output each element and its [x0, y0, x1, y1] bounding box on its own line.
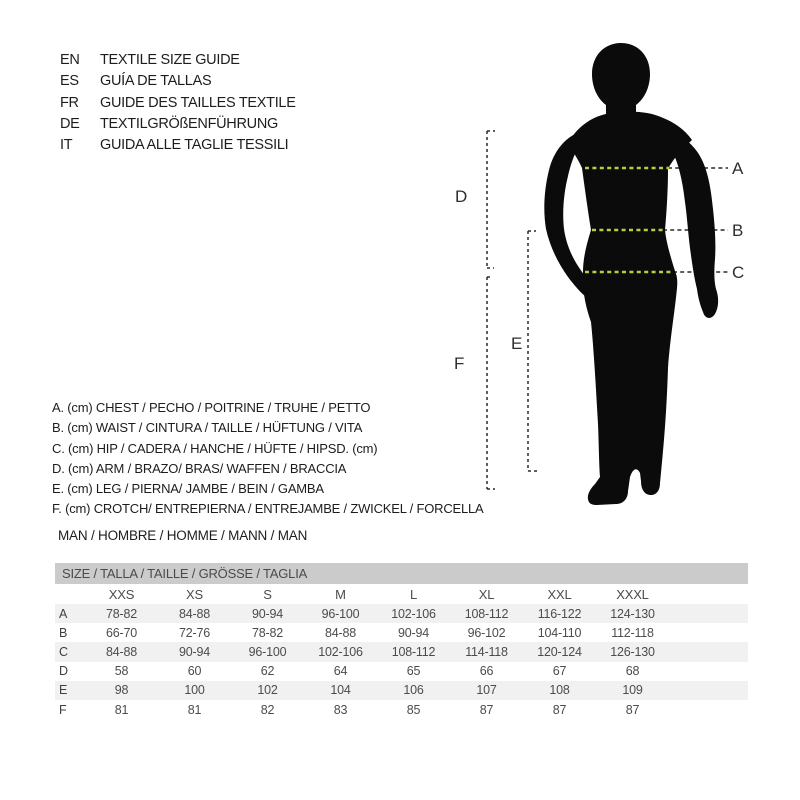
- size-value-cell: 87: [552, 702, 567, 717]
- size-value-cell: 114-118: [465, 644, 508, 659]
- size-value-cell: 104-110: [537, 625, 582, 640]
- marker-label-waist: B: [732, 221, 744, 240]
- legend-item-hip: C. (cm) HIP / CADERA / HANCHE / HÜFTE / HIPSD. (cm): [52, 440, 378, 456]
- size-value-cell: 112-118: [611, 625, 654, 640]
- size-value-cell: 78-82: [106, 606, 137, 621]
- size-value-cell: 81: [187, 702, 202, 717]
- size-value-cell: 66: [479, 664, 494, 679]
- col-header-s: S: [263, 586, 272, 602]
- size-value-cell: 87: [479, 702, 494, 717]
- marker-label-leg: E: [511, 334, 523, 353]
- legend-item-arm: D. (cm) ARM / BRAZO/ BRAS/ WAFFEN / BRACCIA: [52, 460, 347, 476]
- row-label: B: [59, 625, 68, 640]
- row-label: C: [59, 644, 68, 659]
- size-value-cell: 90-94: [252, 606, 283, 621]
- row-label: E: [59, 683, 68, 698]
- filler-cell: [669, 623, 748, 642]
- table-title-row: [55, 563, 748, 584]
- size-value-cell: 108-112: [464, 606, 509, 621]
- filler-cell: [669, 700, 748, 719]
- size-value-cell: 60: [187, 664, 202, 679]
- marker-label-crotch: F: [454, 354, 465, 373]
- title-de: TEXTILGRÖßENFÜHRUNG: [100, 115, 278, 132]
- size-value-cell: 67: [552, 664, 567, 679]
- size-value-cell: 96-100: [248, 644, 287, 659]
- table-row: [55, 623, 748, 642]
- marker-label-hip: C: [732, 263, 745, 282]
- size-value-cell: 90-94: [398, 625, 429, 640]
- table-row: [55, 662, 748, 681]
- lang-code: EN: [60, 52, 80, 68]
- table-row: [55, 642, 748, 661]
- col-header-xxxl: XXXL: [616, 586, 649, 602]
- col-header-xs: XS: [186, 586, 203, 602]
- table-row: [55, 604, 748, 623]
- size-value-cell: 104: [330, 683, 351, 698]
- size-value-cell: 65: [406, 664, 421, 679]
- size-value-cell: 124-130: [610, 606, 655, 621]
- size-value-cell: 83: [333, 702, 348, 717]
- corner-cell: [55, 584, 85, 604]
- row-label: A: [59, 606, 68, 621]
- size-value-cell: 116-122: [537, 606, 582, 621]
- title-fr: GUIDE DES TAILLES TEXTILE: [100, 94, 296, 111]
- size-value-cell: 84-88: [325, 625, 356, 640]
- row-label: D: [59, 664, 68, 679]
- size-value-cell: 90-94: [179, 644, 210, 659]
- filler-cell: [669, 662, 748, 681]
- row-label: F: [59, 702, 67, 717]
- size-value-cell: 96-102: [467, 625, 506, 640]
- title-es: GUÍA DE TALLAS: [100, 73, 212, 90]
- size-value-cell: 126-130: [610, 644, 655, 659]
- col-header-xxl: XXL: [547, 586, 572, 602]
- size-table-body: [55, 604, 748, 719]
- size-value-cell: 84-88: [106, 644, 137, 659]
- size-value-cell: 81: [114, 702, 129, 717]
- size-value-cell: 66-70: [106, 625, 137, 640]
- size-table-container: [55, 563, 748, 719]
- size-value-cell: 64: [333, 664, 348, 679]
- title-en: TEXTILE SIZE GUIDE: [100, 52, 240, 68]
- table-row: [55, 681, 748, 700]
- body-measurement-diagram: [440, 20, 800, 520]
- vertical-measure-lines: [487, 131, 537, 489]
- size-header-row: [55, 584, 748, 604]
- filler-cell: [669, 642, 748, 661]
- legend-item-leg: E. (cm) LEG / PIERNA/ JAMBE / BEIN / GAMBA: [52, 481, 324, 497]
- filler-cell: [669, 604, 748, 623]
- size-value-cell: 72-76: [179, 625, 210, 640]
- size-value-cell: 82: [260, 702, 275, 717]
- marker-label-arm: D: [455, 187, 468, 206]
- size-value-cell: 85: [406, 702, 421, 717]
- col-header-l: L: [409, 586, 418, 602]
- legend-item-waist: B. (cm) WAIST / CINTURA / TAILLE / HÜFTUNG / VITA: [52, 420, 363, 436]
- size-value-cell: 108-112: [391, 644, 436, 659]
- marker-label-chest: A: [732, 159, 744, 178]
- size-value-cell: 102-106: [391, 606, 436, 621]
- filler-cell: [669, 681, 748, 700]
- col-header-m: M: [335, 586, 346, 602]
- size-value-cell: 87: [625, 702, 640, 717]
- lang-code: FR: [60, 94, 79, 111]
- size-value-cell: 102-106: [318, 644, 363, 659]
- legend-item-crotch: F. (cm) CROTCH/ ENTREPIERNA / ENTREJAMBE / ZWICKEL / FORCELLA: [52, 501, 484, 517]
- title-it: GUIDA ALLE TAGLIE TESSILI: [100, 137, 289, 154]
- size-value-cell: 98: [114, 683, 129, 698]
- size-value-cell: 78-82: [252, 625, 283, 640]
- size-value-cell: 107: [476, 683, 497, 698]
- gender-label: MAN / HOMBRE / HOMME / MANN / MAN: [58, 528, 308, 543]
- size-table: [55, 563, 748, 719]
- size-value-cell: 109: [622, 683, 643, 698]
- table-title: SIZE / TALLA / TAILLE / GRÖSSE / TAGLIA: [55, 563, 748, 584]
- filler-cell: [669, 584, 748, 604]
- size-value-cell: 84-88: [179, 606, 210, 621]
- legend-item-chest: A. (cm) CHEST / PECHO / POITRINE / TRUHE / PETTO: [52, 400, 371, 415]
- size-value-cell: 58: [114, 664, 129, 679]
- size-value-cell: 68: [625, 664, 640, 679]
- size-value-cell: 120-124: [537, 644, 582, 659]
- size-value-cell: 96-100: [321, 606, 360, 621]
- measurement-legend: [52, 398, 484, 520]
- col-header-xl: XL: [478, 586, 495, 602]
- lang-code: IT: [60, 137, 73, 154]
- lang-code: ES: [60, 73, 79, 90]
- table-row: [55, 700, 748, 719]
- title-block: [60, 50, 296, 156]
- man-silhouette: [544, 43, 718, 505]
- size-value-cell: 100: [184, 683, 205, 698]
- size-value-cell: 106: [403, 683, 424, 698]
- size-value-cell: 108: [549, 683, 570, 698]
- size-value-cell: 102: [257, 683, 278, 698]
- silhouette-torso-legs: [571, 112, 692, 505]
- lang-code: DE: [60, 115, 80, 132]
- col-header-xxs: XXS: [108, 586, 135, 602]
- size-value-cell: 62: [260, 664, 275, 679]
